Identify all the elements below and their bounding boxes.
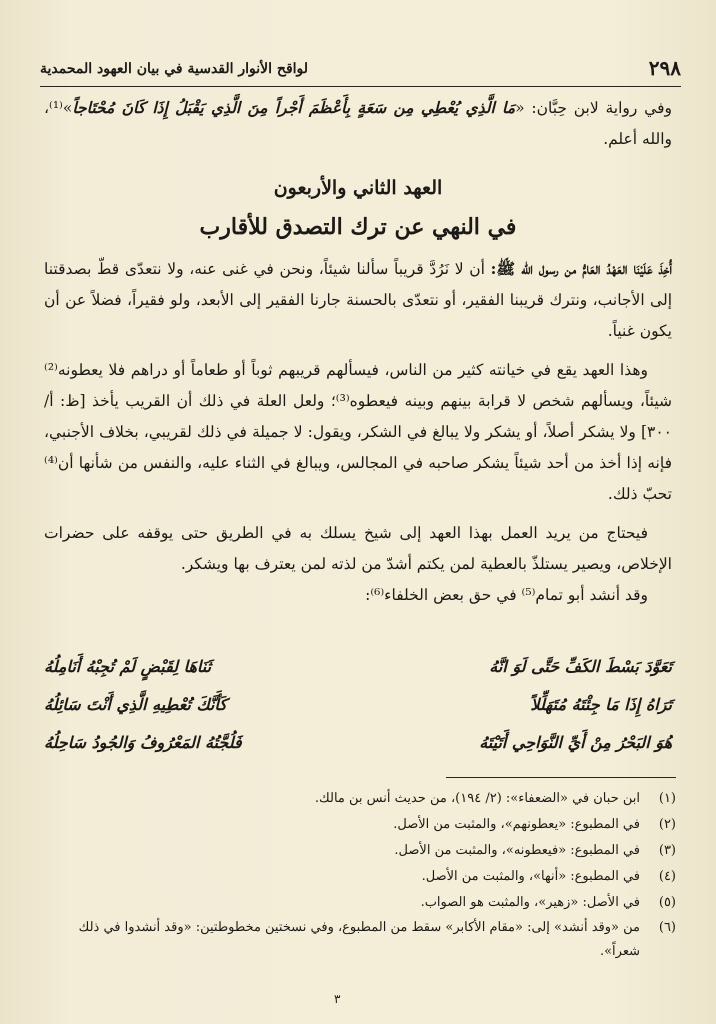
- poem-hemistich-first: تَعَوَّدَ بَسْطَ الكَفِّ حَتَّى لَوَ انَّهُ: [489, 657, 672, 676]
- page-header: [40, 56, 681, 87]
- footnote-item: [44, 838, 676, 864]
- paragraph-4: وقد أنشد أبو تمام⁽⁵⁾ في حق بعض الخلفاء⁽⁶⁾:: [365, 586, 648, 604]
- poem-hemistich-first: هُوَ البَحْرُ مِنْ أَيِّ النَّوَاحِي أَتَيْتَهُ: [479, 733, 672, 752]
- footnote-number: (٥): [658, 895, 676, 910]
- intro-tail: »⁽¹⁾، والله أعلم.: [44, 99, 672, 148]
- poem-verse: [44, 724, 672, 762]
- covenant-lead: أُخِذَ عَلَيْنَا العَهْدُ العَامُّ من رسول الله ﷺ:: [490, 259, 672, 278]
- main-text: [44, 92, 672, 611]
- poem-hemistich-first: تَرَاهُ إِذَا مَا جِئْتَهُ مُتَهَلِّلاً: [530, 695, 672, 714]
- intro-lead: وفي رواية لابن حِبَّان: «: [515, 99, 672, 117]
- footnote-text: من «وقد أنشد» إلى: «مقام الأكابر» سقط من المطبوع، وفي نسختين مخطوطتين: «وقد أنشدوا في ذلك شعراً».: [78, 920, 640, 959]
- poem: [44, 648, 672, 762]
- footnote-text: في الأصل: «زهير»، والمثبت هو الصواب.: [420, 895, 640, 910]
- footnotes: [44, 786, 676, 964]
- footnote-number: (٣): [658, 843, 676, 858]
- footnote-number: (٢): [658, 817, 676, 832]
- paragraph-3: فيحتاج من يريد العمل بهذا العهد إلى شيخ يسلك به في الطريق حتى يوقفه على حضرات الإخلاص، ويصير يستلذّ بالعطية لمن يكتم أشدّ من لذته لمن يعترف بها ويشكر.: [44, 524, 672, 573]
- paragraph-2: وهذا العهد يقع في خيانته كثير من الناس، فيسألهم قريبهم ثوباً أو طعاماً أو دراهم فلا يعطونه⁽²⁾ شيئاً، ويسألهم شخص لا قرابة بينهم وبينه فيعطوه⁽³⁾؛ ولعل العلة في ذلك أن القريب يأخذ [ظ: أ/ ٣٠٠] ولا يشكر أصلاً، أو يشكر ولا يبالغ في الشكر، ويقول: لا جميلة في ذلك لقريبي، بخلاف الأجنبي، فإنه إذا أخذ من أحد شيئاً يشكر صاحبه في المجالس، ويبالغ في الثناء عليه، والنفس من شأنها أن⁽⁴⁾ تحبّ ذلك.: [44, 361, 672, 503]
- poem-hemistich-second: فَلُجَّتُهُ المَعْرُوفُ وَالجُودُ سَاحِلُهُ: [44, 733, 242, 752]
- poem-hemistich-second: ثَنَاهَا لِقَبْضٍ لَمْ تُجِبْهُ أَنَامِلُهُ: [44, 657, 212, 676]
- footnote-number: (٦): [658, 920, 676, 935]
- footnote-text: في المطبوع: «يعطونهم»، والمثبت من الأصل.: [393, 817, 640, 832]
- paragraph-1-text: أن لا نَرُدَّ قريباً سألنا شيئاً، ونحن في غنى عنه، ولا نتعدّى قطّ بصدقتنا إلى الأجانب، ونترك قريبنا الفقير، أو نتعدّى بالحسنة جارنا الفقير إلى الأبعد، ولو فقيراً، فضلاً عن أن يكون غنياً.: [44, 260, 672, 340]
- footnote-text: ابن حبان في «الضعفاء»: (٢/ ١٩٤)، من حديث أنس بن مالك.: [314, 791, 640, 806]
- footnote-number: (٤): [658, 869, 676, 884]
- footnote-item: [44, 786, 676, 812]
- running-title: لواقح الأنوار القدسية في بيان العهود المحمدية: [40, 61, 309, 77]
- footnote-number: (١): [658, 791, 676, 806]
- footnote-text: في المطبوع: «فيعطونه»، والمثبت من الأصل.: [394, 843, 640, 858]
- hadith-quote: مَا الَّذِي يُعْطِي مِن سَعَةٍ بِأَعْظَمَ أَجْراً مِنَ الَّذِي يَقْبَلُ إِذَا كَانَ مُحْتَاجاً: [72, 98, 516, 117]
- paragraph-1: [44, 253, 672, 347]
- poem-verse: [44, 648, 672, 686]
- footnote-item: [44, 864, 676, 890]
- poem-verse: [44, 686, 672, 724]
- footnote-divider: [446, 777, 676, 778]
- footnote-item: [44, 890, 676, 916]
- section-subheading: في النهي عن ترك التصدق للأقارب: [199, 214, 517, 240]
- footnote-item: [44, 812, 676, 838]
- section-heading: العهد الثاني والأربعون: [273, 177, 443, 199]
- poem-hemistich-second: كَأَنَّكَ تُعْطِيهِ الَّذِي أَنْتَ سَائِلُهُ: [44, 695, 227, 714]
- footnote-item: [44, 916, 676, 964]
- footnote-text: في المطبوع: «أنها»، والمثبت من الأصل.: [421, 869, 640, 884]
- signature-mark: ٣: [334, 992, 341, 1006]
- page-number: ٢٩٨: [648, 56, 681, 80]
- intro-paragraph: [44, 92, 672, 155]
